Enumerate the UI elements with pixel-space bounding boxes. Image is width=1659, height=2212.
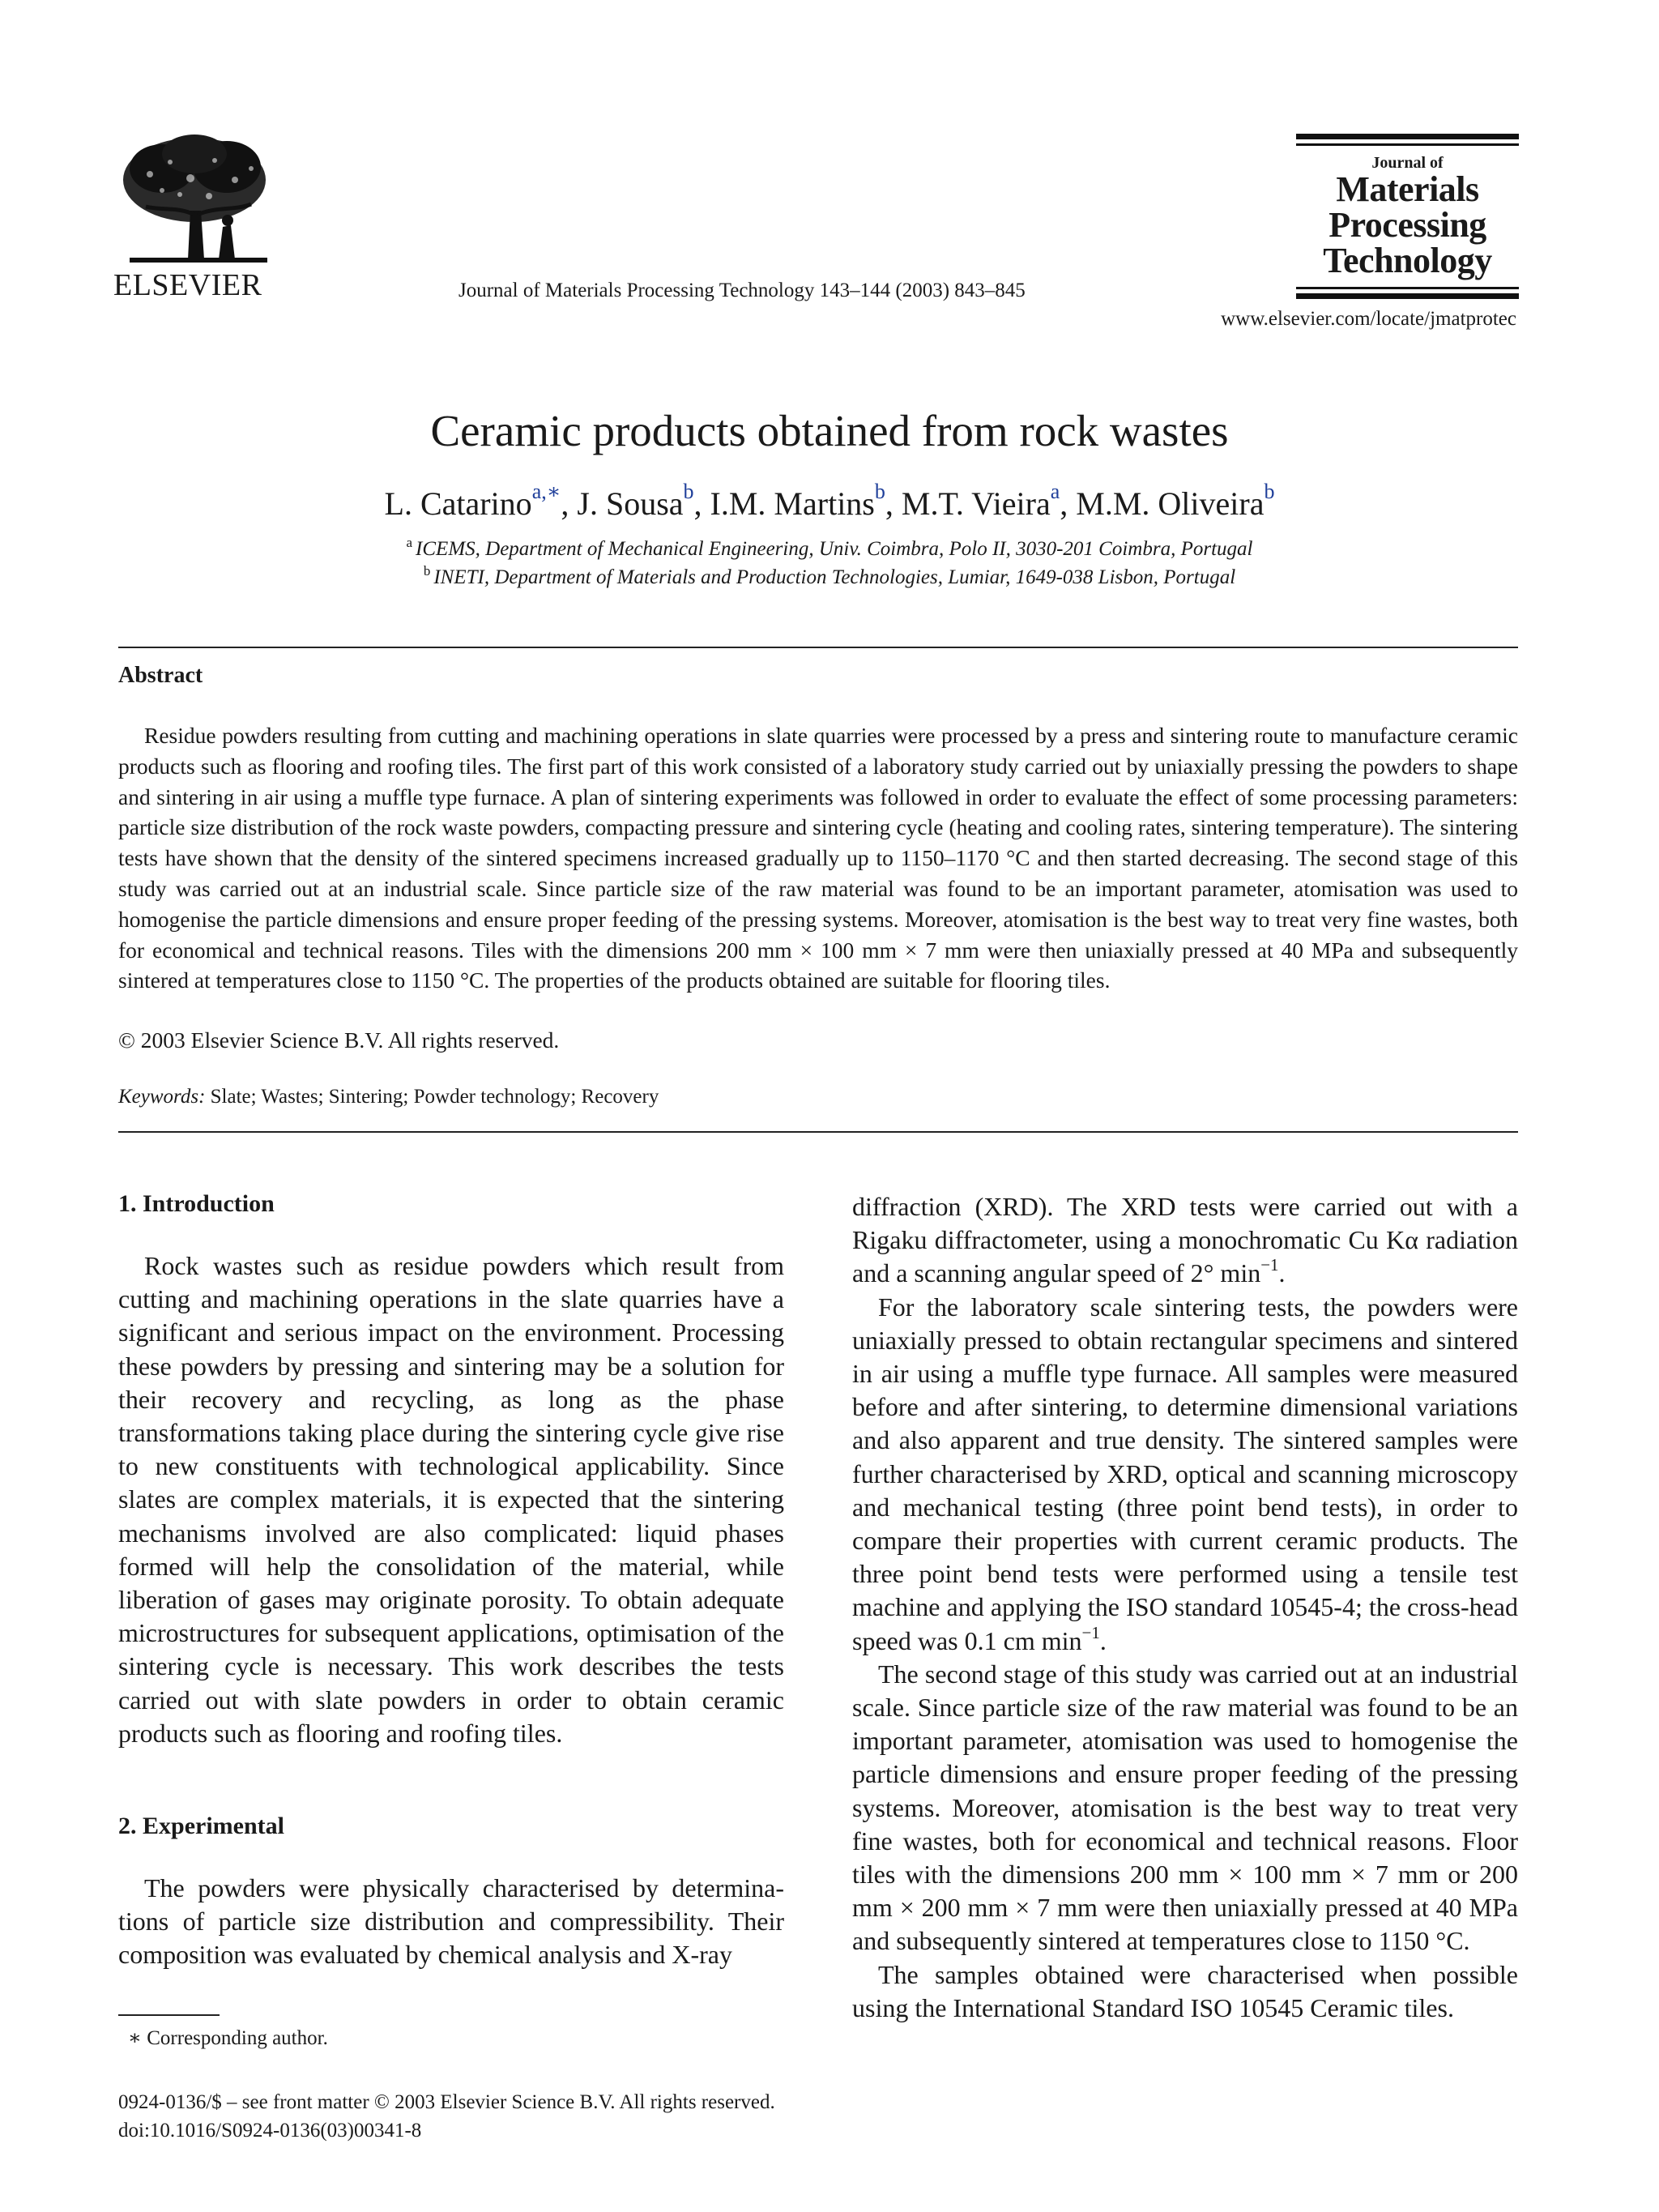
front-matter <box>118 2088 775 2145</box>
abstract-body: Residue powders resulting from cutting and machining operations in slate quarries were processed by a press and sintering route to manufacture ceramic products such as flooring and roofing tiles. The first part of this work consisted of a laboratory study carried out by uniaxially pressing the powders to shape and sintering in air using a muffle type furnace. A plan of sintering experiments was followed in order to evaluate the effect of some processing parameters: particle size distribution of the rock waste powders, compacting pressure and sintering cycle (heating and cooling rates, sintering temperature). The sintering tests have shown that the density of the sintered specimens increased gradually up to 1150–1170 °C and then started decreasing. The second stage of this study was carried out at an industrial scale. Since particle size of the raw material was found to be an important parameter, atomisation was used to homogenise the particle dimensions and ensure proper feeding of the pressing systems. Moreover, atomisation is the best way to treat very fine wastes, both for economical and technical reasons. Tiles with the dimensions 200 mm × 100 mm × 7 mm were then uniaxially pressed at 40 MPa and subsequently sintered at temperatures close to 1150 °C. The properties of the products obtained are suitable for flooring tiles. <box>118 723 1518 993</box>
keywords-list: Slate; Wastes; Sintering; Powder technology; Recovery <box>210 1086 659 1108</box>
section-heading-experimental: 2. Experimental <box>118 1813 284 1839</box>
journal-url[interactable]: www.elsevier.com/locate/jmatprotec <box>1221 308 1516 330</box>
abstract-heading: Abstract <box>118 663 203 688</box>
author-affiliation-mark[interactable]: b <box>874 480 885 503</box>
paragraph-text: . <box>1099 1625 1107 1655</box>
affiliation-a <box>0 535 1659 561</box>
keywords <box>118 1086 659 1108</box>
doi[interactable]: doi:10.1016/S0924-0136(03)00341-8 <box>118 2120 422 2142</box>
paragraph: The second stage of this study was carried out at an industrial scale. Since particle size of the raw material was found to be an important parameter, atomisation was used to homogenise the particle dimensions and ensure proper feeding of the pressing systems. Moreover, atomisation is the best way to treat very fine wastes, both for economical and technical reasons. Floor tiles with the dimensions 200 mm × 100 mm × 7 mm or 200 mm × 200 mm × 7 mm were then uniaxially pressed at 40 MPa and subsequently sintered at temperatures close to 1150 °C. <box>852 1659 1518 1956</box>
author-name: J. Sousa <box>577 485 684 522</box>
journal-box-rule <box>1296 287 1519 289</box>
experimental-body <box>118 1872 784 1972</box>
publisher-name: ELSEVIER <box>113 268 262 302</box>
paragraph-text: For the laboratory scale sintering tests, the powders were uniaxially pressed to obtain rectangular specimens and sintered in air using a muffle type furnace. All samples were measured before and after sintering, to determine dimensional variations and also apparent and true density. The sintered samples were further characterised by XRD, optical and scanning microscopy and mechanical testing (three point bend tests), in order to compare their properties with current ceramic products. The three point bend tests were performed using a tensile test machine and applying the ISO standard 10545-4; the cross-head speed was 0.1 cm min <box>852 1292 1518 1655</box>
abstract-copyright: © 2003 Elsevier Science B.V. All rights reserved. <box>118 1027 560 1053</box>
author-name: M.M. Oliveira <box>1076 485 1265 522</box>
section-heading-introduction: 1. Introduction <box>118 1190 275 1217</box>
author-name: M.T. Vieira <box>901 485 1051 522</box>
article-title: Ceramic products obtained from rock wastes <box>430 406 1229 455</box>
superscript: −1 <box>1260 1255 1279 1275</box>
paragraph <box>852 1190 1518 1291</box>
journal-box-prefix: Journal of <box>1371 154 1444 172</box>
author-affiliation-mark[interactable]: a,∗ <box>531 480 561 503</box>
abstract-bottom-rule <box>118 1131 1518 1133</box>
journal-box-line: Processing <box>1328 205 1486 245</box>
journal-box-line: Technology <box>1323 241 1492 280</box>
paragraph-text: . <box>1278 1258 1286 1288</box>
author-affiliation-mark[interactable]: b <box>683 480 694 503</box>
superscript: −1 <box>1081 1622 1100 1642</box>
paragraph <box>852 1291 1518 1658</box>
affiliation-text: ICEMS, Department of Mechanical Engineering, Univ. Coimbra, Polo II, 3030-201 Coimbra, Portugal <box>416 538 1253 560</box>
paragraph-text: diffraction (XRD). The XRD tests were carried out with a Rigaku diffractometer, using a monochromatic Cu Kα radiation and a scanning angular speed of 2° min <box>852 1192 1518 1288</box>
author-name: I.M. Martins <box>710 485 875 522</box>
affiliation-text: INETI, Department of Materials and Production Technologies, Lumiar, 1649-038 Lisbon, Portugal <box>433 566 1236 588</box>
paragraph: The powders were physically characterised by determinations of particle size distribution and compressibility. Their composition was evaluated by chemical analysis and X-ray <box>118 1873 784 1970</box>
introduction-body <box>118 1249 784 1750</box>
journal-citation: Journal of Materials Processing Technology 143–144 (2003) 843–845 <box>458 280 1026 301</box>
affiliation-mark: a <box>406 535 413 550</box>
author-affiliation-mark[interactable]: b <box>1264 480 1275 503</box>
corresponding-author-footnote: ∗ Corresponding author. <box>128 2027 328 2049</box>
affiliation-mark: b <box>423 563 431 579</box>
abstract-top-rule <box>118 647 1518 648</box>
paragraph: The samples obtained were characterised when possible using the International Standard ISO 10545 Ceramic tiles. <box>852 1959 1518 2022</box>
affiliation-b <box>0 563 1659 589</box>
author-affiliation-mark[interactable]: a <box>1050 480 1060 503</box>
right-column-body <box>852 1190 1518 2025</box>
author-list: L. Catarino$^{a,∗}$, J. Sousa$^b$, I.M. Martins$^b$, M.T. Vieira$^a$, M.M. Oliveira$^b$ <box>384 480 1275 522</box>
issn-line: 0924-0136/$ – see front matter © 2003 Elsevier Science B.V. All rights reserved. <box>118 2091 775 2113</box>
journal-box-rule <box>1296 134 1519 139</box>
journal-box-rule <box>1296 293 1519 299</box>
journal-box-line: Materials <box>1336 169 1479 209</box>
author-name: L. Catarino <box>384 485 532 522</box>
footnote-rule <box>118 2014 220 2016</box>
journal-title-box <box>1296 134 1519 300</box>
journal-box-rule <box>1296 143 1519 146</box>
paragraph: Rock wastes such as residue powders which result from cutting and machining operations in the slate quarries have a significant and serious impact on the environment. Processing these powders by pressing and sintering may be a solution for their recovery and recycling, as long as the phase transformations taking place during the sintering cycle give rise to new constituents with technological applicability. Since slates are complex materials, it is expected that the sintering mechanisms involved are also complicated: liquid phases formed will help the consolidation of the material, while liberation of gases may originate porosity. To obtain adequate microstructures for subsequent applications, optimisation of the sintering cycle is necessary. This work describes the tests carried out with slate powders in order to obtain ceramic products such as flooring and roofing tiles. <box>118 1251 784 1748</box>
keywords-label: Keywords: <box>118 1086 206 1108</box>
